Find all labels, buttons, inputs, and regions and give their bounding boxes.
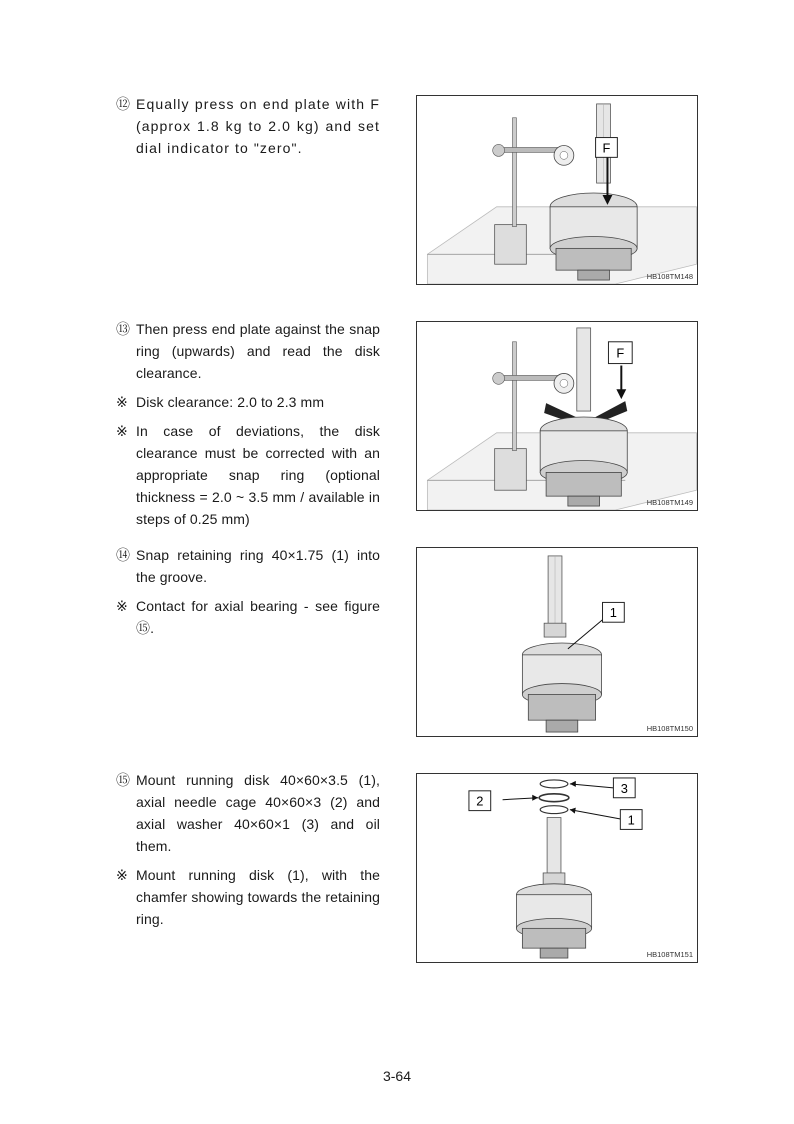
figure-step-12 bbox=[416, 95, 698, 285]
disk-clearance-illustration bbox=[417, 322, 697, 510]
step-14-note-1 bbox=[116, 595, 380, 639]
part-label-1: 1 bbox=[609, 605, 617, 621]
step-number: ⑬ bbox=[116, 321, 130, 337]
instruction-text: Then press end plate against the snap ring (upwards) and read the disk clearance. bbox=[136, 321, 380, 381]
note-text: Contact for axial bearing - see figure ⑮. bbox=[136, 598, 380, 636]
part-label-2: 2 bbox=[476, 793, 484, 809]
step-14-instruction bbox=[116, 544, 380, 588]
instruction-text: Mount running disk 40×60×3.5 (1), axial needle cage 40×60×3 (2) and axial washer 40×60×1 (3) and oil them. bbox=[136, 772, 380, 854]
part-label-1: 1 bbox=[627, 812, 635, 828]
figure-step-13 bbox=[416, 321, 698, 511]
step-15-note-1 bbox=[116, 864, 380, 930]
step-13-note-1 bbox=[116, 391, 380, 413]
figure-code: HB108TM150 bbox=[646, 724, 693, 733]
step-number: ⑫ bbox=[116, 96, 130, 112]
force-label-F: F bbox=[602, 140, 611, 156]
step-14-text bbox=[116, 544, 380, 646]
running-disk-illustration bbox=[417, 774, 697, 962]
instruction-text: Snap retaining ring 40×1.75 (1) into the groove. bbox=[136, 547, 380, 585]
figure-code: HB108TM149 bbox=[646, 498, 693, 507]
step-13-note-2 bbox=[116, 420, 380, 530]
step-13-text bbox=[116, 318, 380, 537]
step-12-instruction bbox=[116, 93, 380, 159]
figure-code: HB108TM151 bbox=[646, 950, 693, 959]
instruction-text: Equally press on end plate with F (approx 1.8 kg to 2.0 kg) and set dial indicator to "zero". bbox=[136, 96, 380, 156]
note-marker: ※ bbox=[116, 867, 128, 883]
figure-step-14 bbox=[416, 547, 698, 737]
dial-indicator-illustration bbox=[417, 96, 697, 284]
step-13-instruction bbox=[116, 318, 380, 384]
note-text: Mount running disk (1), with the chamfer showing towards the retaining ring. bbox=[136, 867, 380, 927]
step-15-text bbox=[116, 769, 380, 937]
figure-code: HB108TM148 bbox=[646, 272, 693, 281]
force-label-F: F bbox=[616, 345, 625, 361]
figure-step-15 bbox=[416, 773, 698, 963]
step-number: ⑮ bbox=[116, 772, 130, 788]
note-marker: ※ bbox=[116, 423, 128, 439]
step-15-instruction bbox=[116, 769, 380, 857]
part-label-3: 3 bbox=[620, 780, 628, 796]
retaining-ring-illustration bbox=[417, 548, 697, 736]
note-text: Disk clearance: 2.0 to 2.3 mm bbox=[136, 394, 325, 410]
page-number: 3-64 bbox=[382, 1068, 412, 1084]
step-12-text bbox=[116, 93, 380, 166]
note-text: In case of deviations, the disk clearance must be corrected with an appropriate snap ring (optional thickness = 2.0 ~ 3.5 mm / available in steps of 0.25 mm) bbox=[136, 423, 380, 527]
note-marker: ※ bbox=[116, 394, 128, 410]
note-marker: ※ bbox=[116, 598, 128, 614]
step-number: ⑭ bbox=[116, 547, 130, 563]
